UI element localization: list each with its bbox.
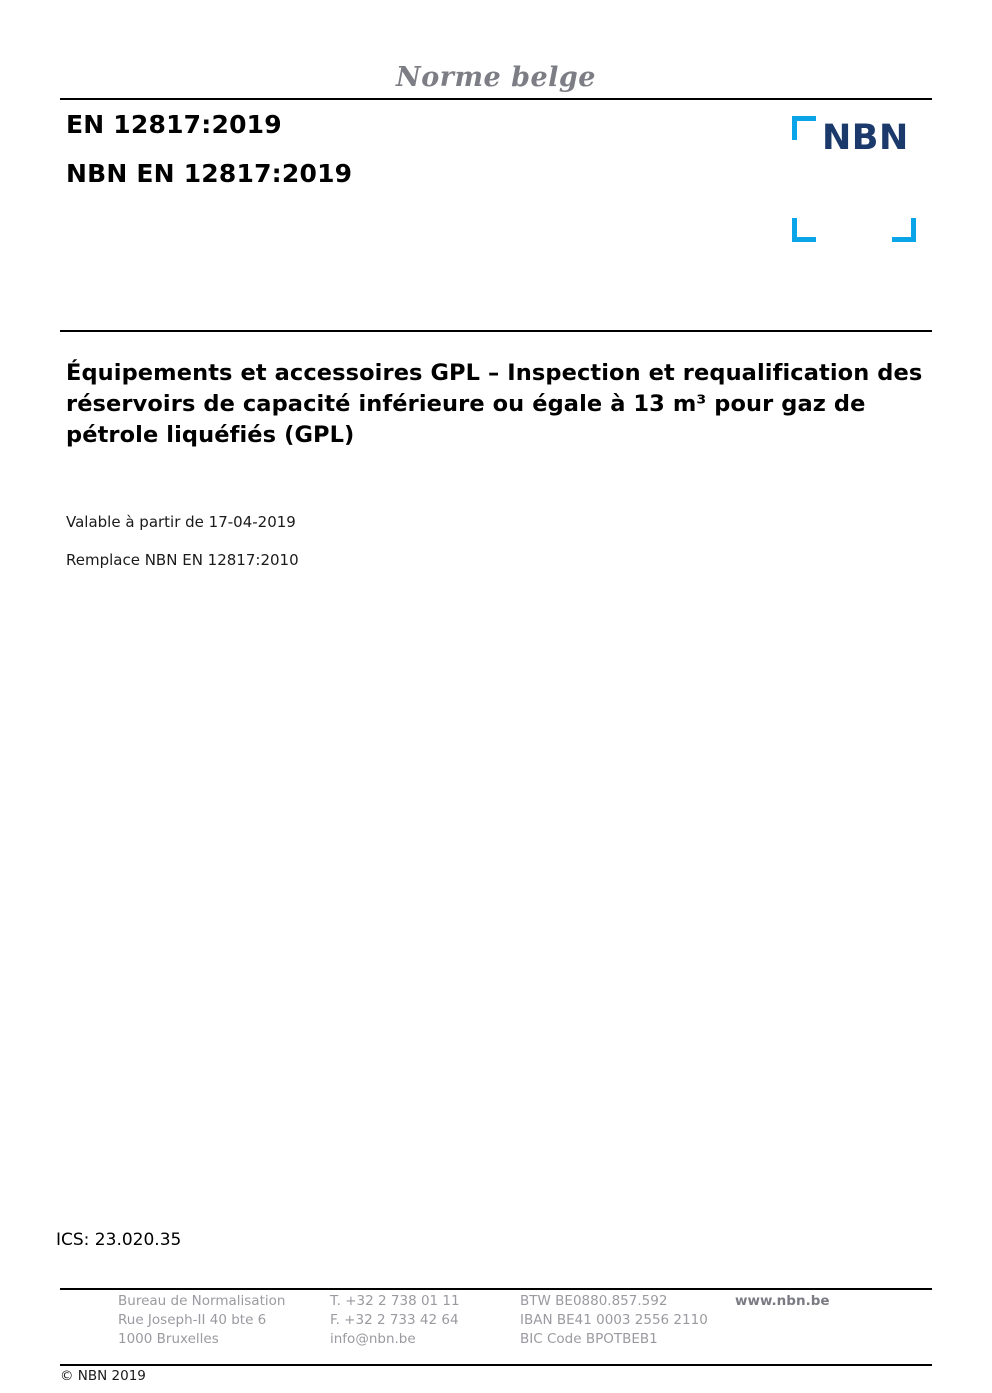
logo-text: NBN: [822, 118, 909, 158]
copyright-notice: © NBN 2019: [60, 1368, 146, 1384]
footer-iban: IBAN BE41 0003 2556 2110: [520, 1312, 708, 1328]
footer-fax: F. +32 2 733 42 64: [330, 1312, 459, 1328]
footer-bank-details: [520, 1292, 735, 1349]
footer-divider: [60, 1288, 932, 1290]
footer-address-line2: Rue Joseph-II 40 bte 6: [118, 1312, 267, 1328]
standard-reference-block: [66, 110, 566, 208]
footer-contact: [330, 1292, 520, 1349]
replaces-text: Remplace NBN EN 12817:2010: [66, 551, 299, 569]
en-standard-number: EN 12817:2019: [66, 110, 282, 139]
nbn-standard-number: NBN EN 12817:2019: [66, 159, 353, 188]
footer-website: [735, 1292, 875, 1349]
document-type-heading: Norme belge: [396, 62, 596, 93]
metadata-block: [66, 512, 766, 588]
footer-address-line1: Bureau de Normalisation: [118, 1293, 286, 1309]
ics-code: ICS: 23.020.35: [56, 1230, 182, 1250]
logo-corner-bottom-right-icon: [892, 218, 916, 242]
copyright-divider: [60, 1364, 932, 1366]
footer-address: [118, 1292, 330, 1349]
footer-phone: T. +32 2 738 01 11: [330, 1293, 460, 1309]
nbn-logo: [780, 110, 940, 250]
footer-bic: BIC Code BPOTBEB1: [520, 1331, 658, 1347]
footer-address-line3: 1000 Bruxelles: [118, 1331, 219, 1347]
page-title: Équipements et accessoires GPL – Inspection et requalification des réservoirs de capacité inférieure ou égale à 13 m³ pour gaz de pétrole liquéfiés (GPL): [66, 360, 923, 448]
valid-from-text: Valable à partir de 17-04-2019: [66, 513, 296, 531]
logo-corner-bottom-left-icon: [792, 218, 816, 242]
title-divider: [60, 330, 932, 332]
footer-email[interactable]: info@nbn.be: [330, 1331, 416, 1347]
header-divider: [60, 98, 932, 100]
footer: [118, 1292, 938, 1349]
website-link[interactable]: www.nbn.be: [735, 1293, 830, 1309]
footer-vat: BTW BE0880.857.592: [520, 1293, 668, 1309]
logo-corner-top-left-icon: [792, 116, 816, 140]
